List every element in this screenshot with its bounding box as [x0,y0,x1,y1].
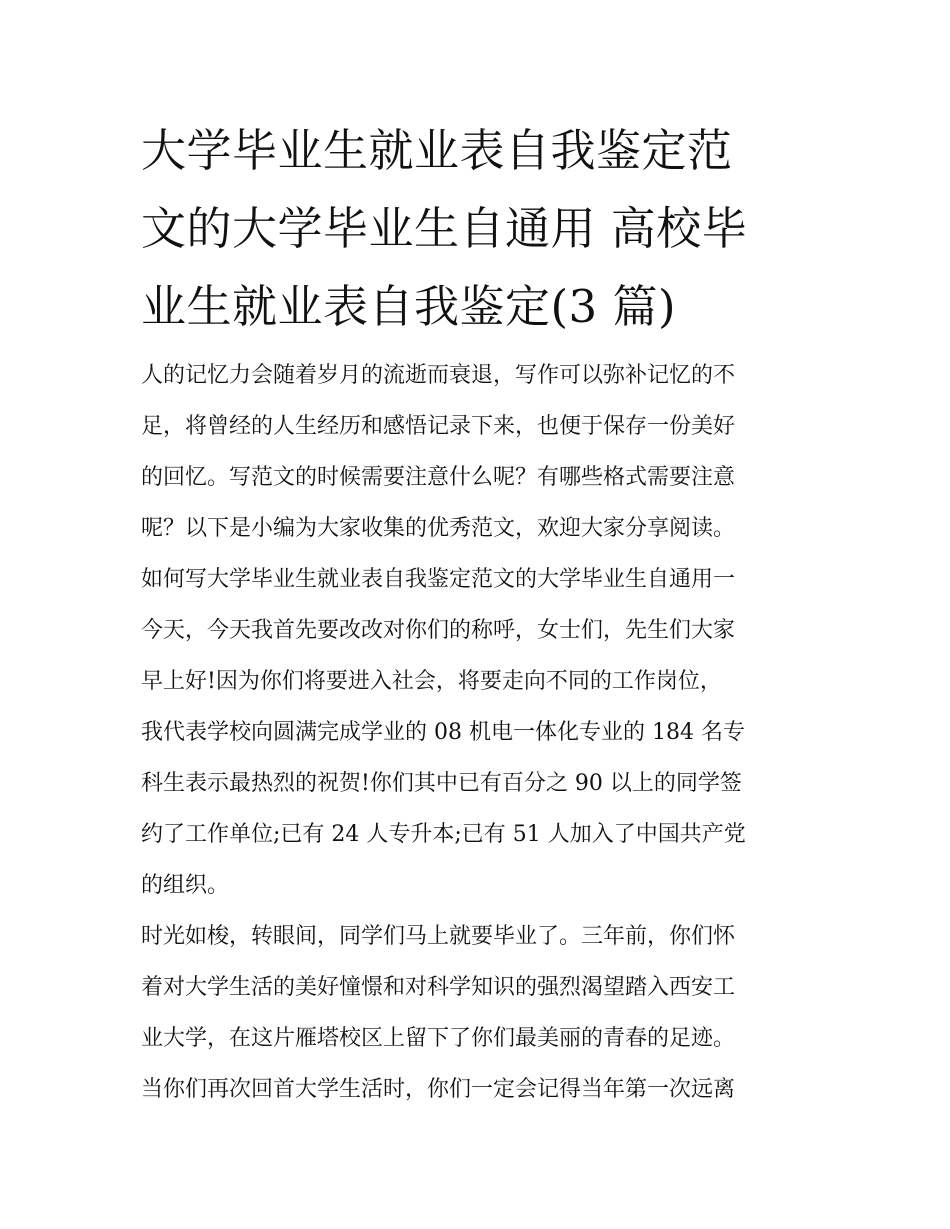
body-line: 的组织。 [141,873,230,898]
body-line: 足，将曾经的人生经历和感悟记录下来，也便于保存一份美好 [141,414,736,439]
body-line: 如何写大学毕业生就业表自我鉴定范文的大学毕业生自通用一 [141,567,736,592]
body-line: 约了工作单位;已有 24 人专升本;已有 51 人加入了中国共产党 [141,822,746,847]
title-line: 文的大学毕业生自通用 高校毕 [141,202,748,255]
body-line: 时光如梭，转眼间，同学们马上就要毕业了。三年前，你们怀 [141,924,736,949]
document-body [141,350,813,1115]
body-line: 人的记忆力会随着岁月的流逝而衰退，写作可以弥补记忆的不 [141,363,736,388]
title-line: 大学毕业生就业表自我鉴定范 [141,124,733,177]
body-line: 今天，今天我首先要改改对你们的称呼，女士们，先生们大家 [141,618,736,643]
body-line: 着对大学生活的美好憧憬和对科学知识的强烈渴望踏入西安工 [141,975,736,1000]
body-line: 业大学，在这片雁塔校区上留下了你们最美丽的青春的足迹。 [141,1026,736,1051]
document-title [141,112,813,346]
body-line: 当你们再次回首大学生活时，你们一定会记得当年第一次远离 [141,1077,736,1102]
body-line: 早上好!因为你们将要进入社会，将要走向不同的工作岗位， [141,669,722,694]
title-line: 业生就业表自我鉴定(3 篇) [141,280,677,333]
body-line: 我代表学校向圆满完成学业的 08 机电一体化专业的 184 名专 [141,720,745,745]
body-line: 呢？以下是小编为大家收集的优秀范文，欢迎大家分享阅读。 [141,516,736,541]
document-page [141,112,813,1115]
body-line: 的回忆。写范文的时候需要注意什么呢？有哪些格式需要注意 [141,465,736,490]
body-line: 科生表示最热烈的祝贺!你们其中已有百分之 90 以上的同学签 [141,771,742,796]
